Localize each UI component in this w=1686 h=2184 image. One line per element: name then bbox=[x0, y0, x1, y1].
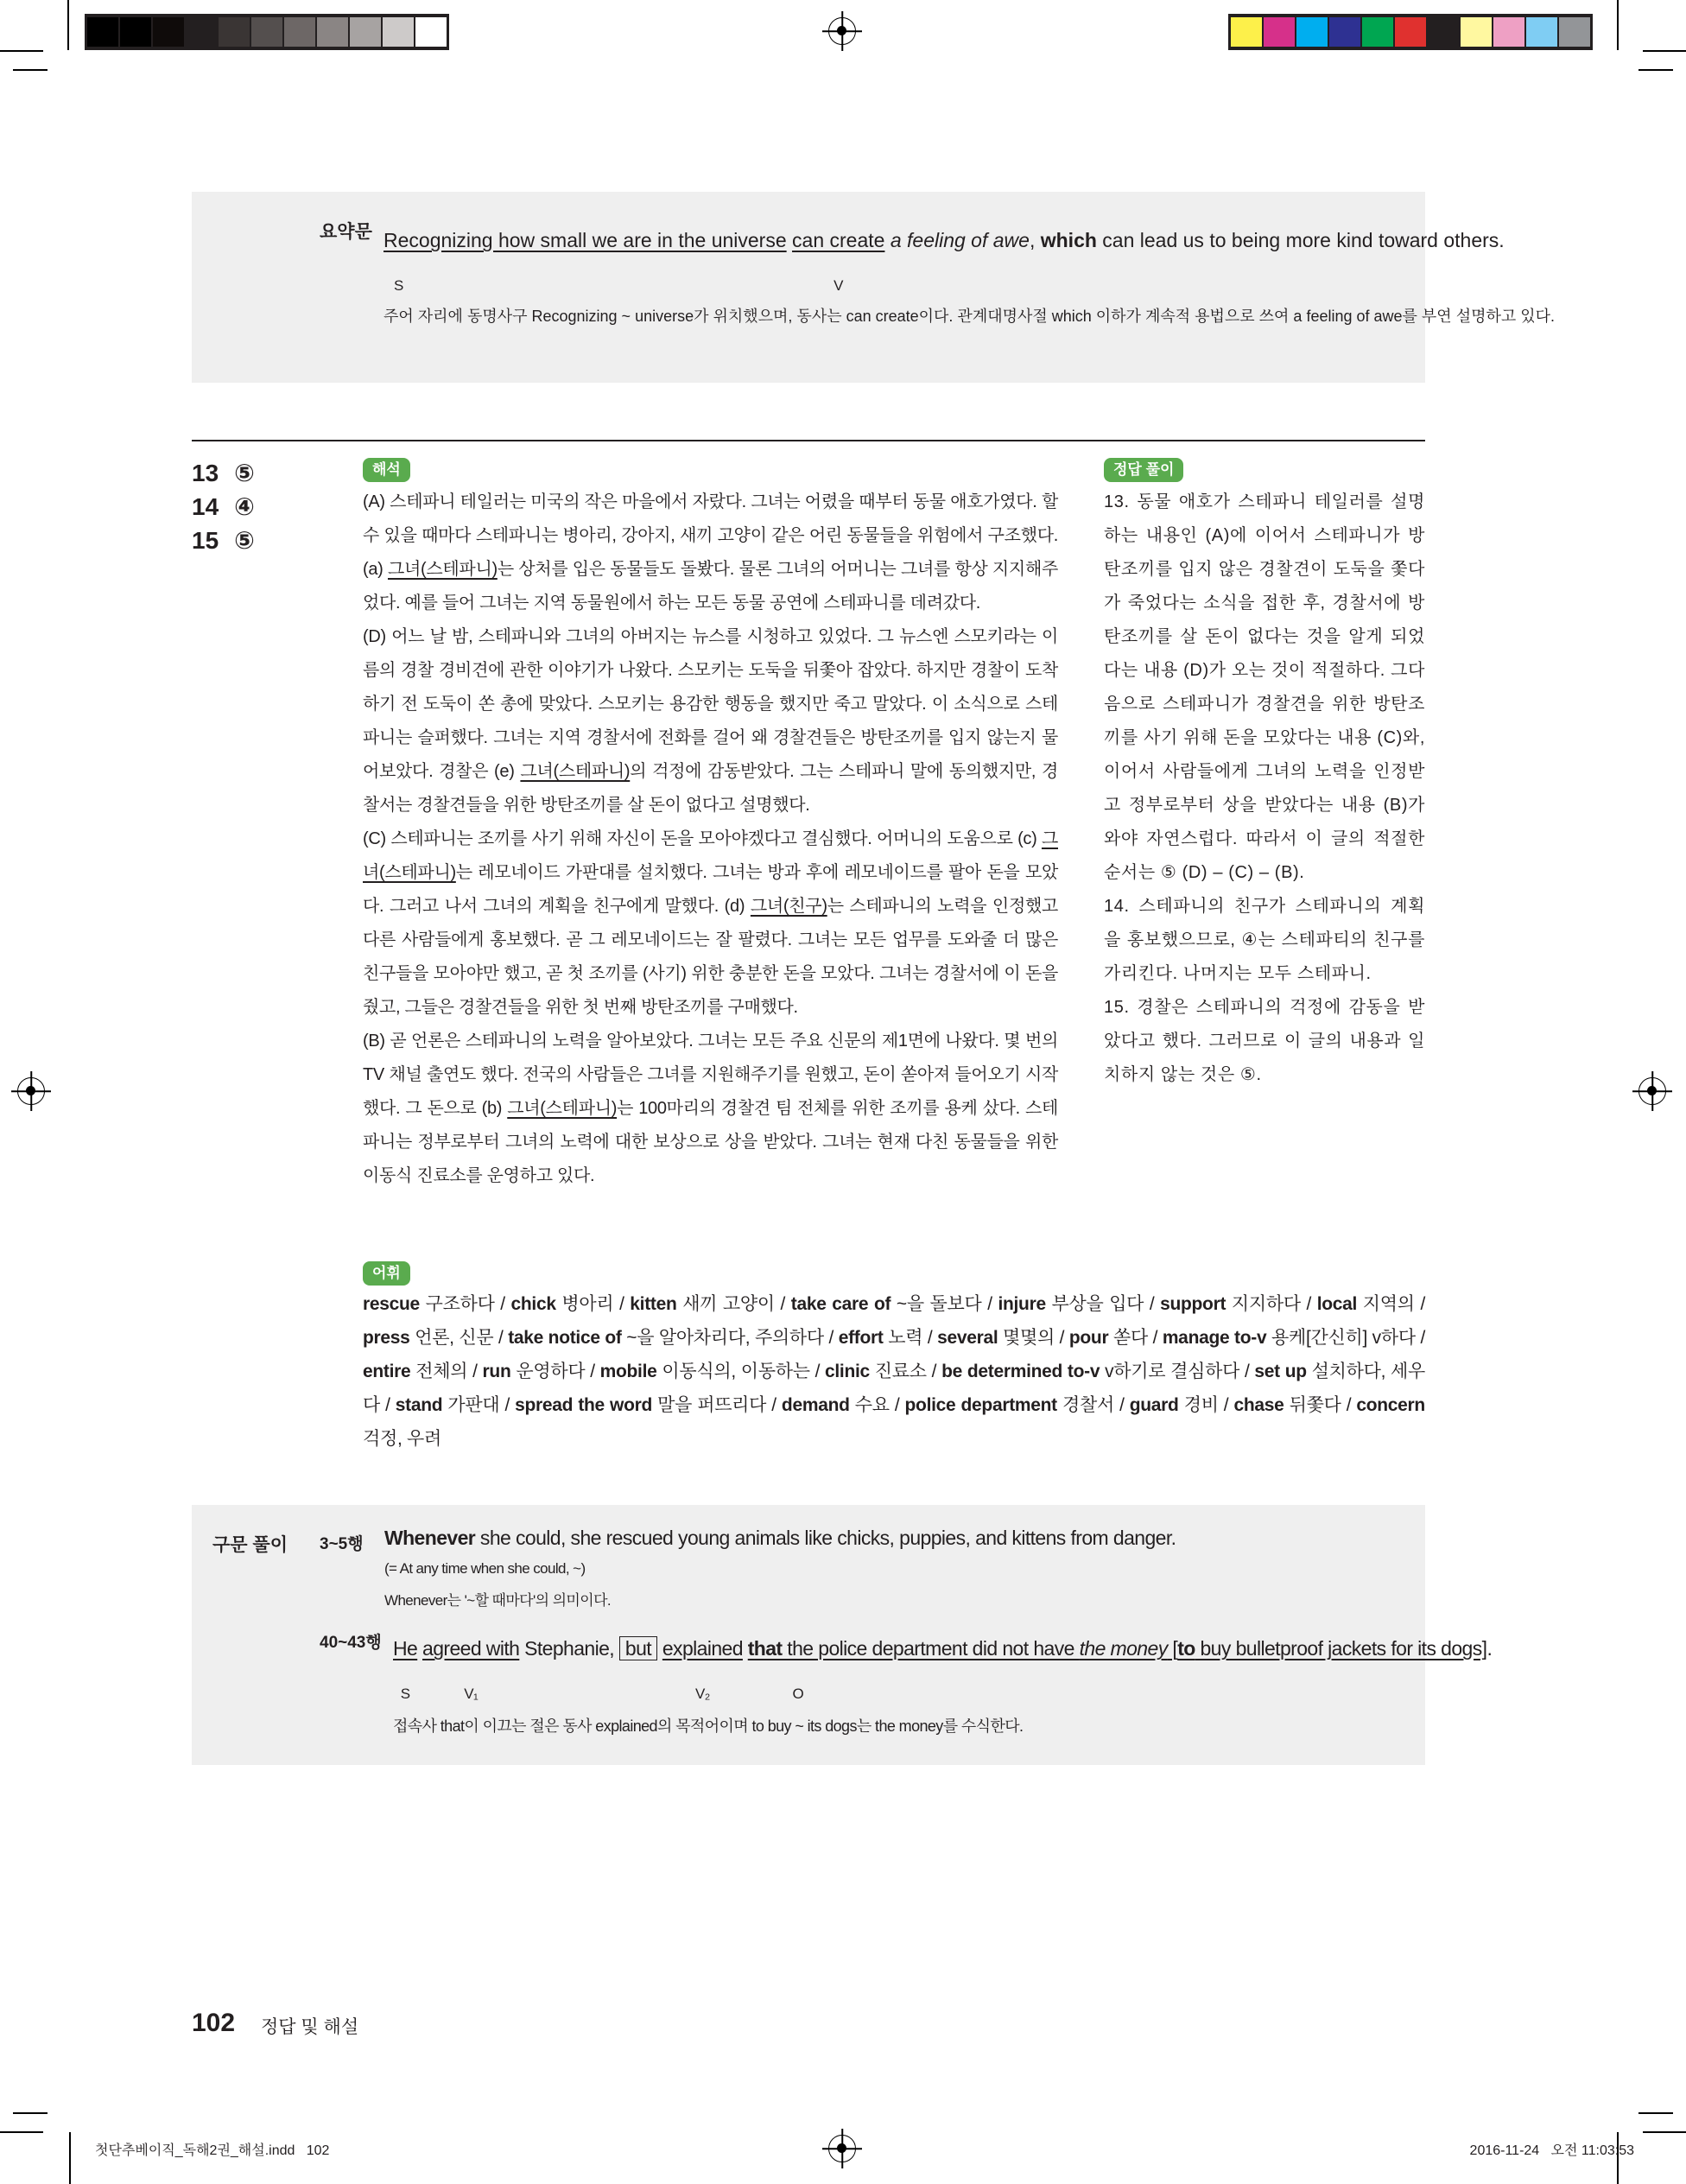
syntax-box bbox=[192, 1505, 1493, 1765]
segment-text: 그녀(스테파니) bbox=[387, 560, 498, 579]
vocab-entry bbox=[511, 1294, 614, 1314]
translation-paragraph bbox=[363, 822, 1058, 1025]
summary-box bbox=[192, 192, 1556, 383]
answer-row bbox=[192, 456, 255, 490]
registration-mark-icon bbox=[1638, 1077, 1666, 1105]
answer-key bbox=[192, 456, 255, 557]
translation-section bbox=[363, 458, 1058, 1193]
vocab-entry bbox=[1069, 1328, 1148, 1348]
text-segment bbox=[662, 1637, 743, 1702]
segment-text: a feeling of awe bbox=[884, 229, 1030, 251]
text-segment bbox=[384, 1527, 475, 1549]
text-segment bbox=[748, 1637, 783, 1660]
text-segment bbox=[475, 1527, 1176, 1549]
segment-text: 그녀(스테파니) bbox=[363, 829, 1058, 882]
vocab-meaning: 경비 bbox=[1183, 1395, 1219, 1415]
syntax-sentence bbox=[384, 1527, 1176, 1550]
segment-text: that bbox=[747, 1637, 783, 1660]
vocab-word: entire bbox=[363, 1362, 411, 1381]
text-segment bbox=[884, 229, 1030, 251]
question-number: 13 bbox=[192, 460, 219, 486]
question-number: 15 bbox=[192, 527, 219, 554]
color-swatch bbox=[1362, 17, 1393, 47]
slug-timestamp: 2016-11-24 오전 11:03:53 bbox=[1469, 2143, 1634, 2158]
text-segment bbox=[393, 1637, 418, 1702]
crop-mark bbox=[1643, 2131, 1686, 2133]
segment-text: (D) 어느 날 밤, 스테파니와 그녀의 아버지는 뉴스를 시청하고 있었다. 그 뉴스엔 스모키라는 이름의 경찰 경비견에 관한 이야기가 나왔다. 스모키는 도둑을 뒤쫓아 잡았다. 하지만 경찰이 도착하기 전 도둑이 쏜 총에 맞았다. 스모키는 용감한 행동을 했지만 죽고 말았다. 이 소식으로 스테파니는 슬퍼했다. 그녀는 지역 경찰서에 전화를 걸어 왜 경찰견들은 방탄조끼를 입지 않는지 물어보았다. 경찰은 (e) bbox=[363, 627, 1058, 781]
color-swatch bbox=[415, 17, 447, 47]
vocab-meaning: 뒤쫓다 bbox=[1289, 1395, 1341, 1415]
crop-mark bbox=[1638, 2112, 1673, 2114]
crop-mark bbox=[0, 2131, 43, 2133]
syntax-note: 접속사 that이 이끄는 절은 동사 explained의 목적어이며 to buy ~ its dogs는 the money를 수식한다. bbox=[393, 1717, 1024, 1735]
vocab-entry bbox=[937, 1328, 1055, 1348]
segment-text: Stephanie, bbox=[519, 1637, 619, 1660]
text-segment bbox=[422, 1637, 520, 1702]
vocab-entry bbox=[782, 1395, 890, 1415]
vocab-entry bbox=[515, 1395, 766, 1415]
text-segment bbox=[1177, 1637, 1195, 1660]
segment-text: . bbox=[1486, 1637, 1493, 1660]
text-segment bbox=[792, 229, 885, 294]
segment-text: can lead us to being more kind toward others. bbox=[1096, 229, 1505, 251]
explanation-label: 정답 풀이 bbox=[1104, 458, 1183, 482]
vocab-meaning: 경찰서 bbox=[1062, 1395, 1114, 1415]
vocab-meaning: 쏟다 bbox=[1112, 1328, 1148, 1348]
vocab-entry bbox=[998, 1294, 1144, 1314]
grammar-mark: S bbox=[394, 277, 404, 294]
vocab-entry bbox=[396, 1395, 500, 1415]
vocab-meaning: v하기로 결심하다 bbox=[1105, 1362, 1240, 1381]
color-swatch bbox=[1264, 17, 1295, 47]
process-color-bar bbox=[1228, 14, 1593, 50]
vocab-entry bbox=[905, 1395, 1114, 1415]
answer-choice: ⑤ bbox=[234, 460, 255, 486]
segment-text: which bbox=[1040, 229, 1097, 251]
vocab-meaning: 설치하다, 세우다 bbox=[363, 1362, 1425, 1415]
color-swatch bbox=[350, 17, 381, 47]
color-swatch bbox=[1559, 17, 1590, 47]
question-number: 14 bbox=[192, 493, 219, 520]
crop-mark bbox=[1638, 69, 1673, 71]
color-swatch bbox=[1428, 17, 1459, 47]
color-swatch bbox=[219, 17, 250, 47]
text-segment bbox=[1168, 1637, 1178, 1660]
vocab-entry bbox=[483, 1362, 586, 1381]
answer-row bbox=[192, 524, 255, 557]
segment-text: Whenever bbox=[384, 1527, 476, 1549]
segment-text: the police department did not have bbox=[782, 1637, 1080, 1660]
color-swatch bbox=[1296, 17, 1328, 47]
vocab-word: local bbox=[1316, 1294, 1358, 1314]
text-segment bbox=[1080, 1637, 1168, 1660]
segment-text: the money bbox=[1079, 1637, 1168, 1660]
segment-text: 는 레모네이드 가판대를 설치했다. 그녀는 방과 후에 레모네이드를 팔아 돈을 모았다. 그러고 나서 그녀의 계획을 친구에게 말했다. (d) bbox=[363, 863, 1058, 916]
syntax-line-ref: 40~43행 bbox=[320, 1634, 382, 1652]
vocabulary-section: 어휘 rescue 구조하다 / chick 병아리 / kitten 새끼 고양이 / take care of ~을 돌보다 / injure 부상을 입다 / support 지지하다 / local 지역의 / press 언론, 신문 / take notice of ~을 알아차리다, 주의하다 / effort 노력 / several 몇몇의 / pour 쏟다 / manage to-v 용케[간신히] v하다 / entire 전체의 / run 운영하다 / mobile 이동식의, 이동하는 / clinic 진료소 / be determined to-v v하기로 결심하다 / set up 설치하다, 세우다 / stand 가판대 / spread the word 말을 퍼뜨리다 / demand 수요 / police department 경찰서 / guard 경비 / chase 뒤쫓다 / concern 걱정, 우려 bbox=[363, 1261, 1425, 1456]
vocab-meaning: 노력 bbox=[888, 1328, 923, 1348]
syntax-note: Whenever는 '~할 때마다'의 의미이다. bbox=[384, 1592, 612, 1609]
vocab-meaning: 가판대 bbox=[447, 1395, 500, 1415]
translation-label: 해석 bbox=[363, 458, 410, 482]
segment-text: 는 상처를 입은 동물들도 돌봤다. 물론 그녀의 어머니는 그녀를 항상 지지해주었다. 예를 들어 그녀는 지역 동물원에서 하는 모든 동물 공연에 스테파니를 데려갔다. bbox=[363, 560, 1058, 613]
syntax-note: (= At any time when she could, ~) bbox=[384, 1560, 586, 1577]
vocab-entry bbox=[363, 1362, 467, 1381]
segment-text: , bbox=[1029, 229, 1041, 251]
segment-text: but bbox=[624, 1637, 652, 1660]
segment-text: agreed with bbox=[422, 1637, 520, 1660]
crop-mark bbox=[67, 0, 69, 50]
segment-text: explained bbox=[662, 1637, 743, 1660]
vocab-word: several bbox=[937, 1328, 998, 1348]
text-segment bbox=[519, 1637, 619, 1660]
section-divider bbox=[192, 440, 1425, 441]
vocab-meaning: 용케[간신히] v하다 bbox=[1271, 1328, 1416, 1348]
page-number: 102 bbox=[192, 2009, 236, 2037]
vocab-entry bbox=[363, 1328, 493, 1348]
vocab-meaning: 지지하다 bbox=[1231, 1294, 1301, 1314]
translation-paragraph bbox=[363, 620, 1058, 822]
vocab-entry bbox=[363, 1294, 495, 1314]
vocabulary-label: 어휘 bbox=[363, 1261, 410, 1286]
vocab-word: manage to-v bbox=[1162, 1328, 1267, 1348]
vocab-entry bbox=[1317, 1294, 1415, 1314]
syntax-line-ref: 3~5행 bbox=[320, 1535, 364, 1553]
vocab-meaning: 진료소 bbox=[874, 1362, 927, 1381]
segment-text: [ bbox=[1167, 1637, 1178, 1660]
color-swatch bbox=[186, 17, 217, 47]
grammar-mark: O bbox=[792, 1686, 804, 1702]
registration-mark-icon bbox=[828, 17, 856, 45]
explanation-item: 14. 스테파니의 친구가 스테파니의 계획을 홍보했으므로, ④는 스테파티의 친구를 가리킨다. 나머지는 모두 스테파니. bbox=[1104, 897, 1425, 983]
text-segment bbox=[619, 1636, 657, 1660]
answer-choice: ⑤ bbox=[234, 527, 255, 554]
vocab-word: kitten bbox=[630, 1294, 677, 1314]
crop-mark bbox=[13, 2112, 48, 2114]
vocab-meaning: ~을 알아차리다, 주의하다 bbox=[626, 1328, 824, 1348]
syntax-sentence bbox=[393, 1622, 1598, 1702]
text-segment bbox=[363, 627, 1058, 781]
vocab-meaning: 수요 bbox=[854, 1395, 890, 1415]
segment-text: buy bulletproof jackets for its dogs] bbox=[1195, 1637, 1487, 1660]
grammar-mark: V₂ bbox=[695, 1686, 710, 1702]
explanation-item: 13. 동물 애호가 스테파니 테일러를 설명하는 내용인 (A)에 이어서 스테파니가 방탄조끼를 입지 않은 경찰견이 도둑을 쫓다가 죽었다는 소식을 접한 후, 경찰서에 방탄조끼를 살 돈이 없다는 것을 알게 되었다는 내용 (D)가 오는 것이 적절하다. 그다음으로 스테파니가 경찰견을 위한 방탄조끼를 사기 위해 돈을 모았다는 내용 (C)와, 이어서 사람들에게 그녀의 노력을 인정받고 정부로부터 상을 받았다는 내용 (B)가 와야 자연스럽다. 따라서 이 글의 적절한 순서는 ⑤ (D) – (C) – (B). bbox=[1104, 492, 1425, 882]
vocab-word: effort bbox=[838, 1328, 884, 1348]
vocab-word: be determined to-v bbox=[941, 1362, 1100, 1381]
color-swatch bbox=[284, 17, 315, 47]
color-swatch bbox=[153, 17, 184, 47]
grammar-mark: V bbox=[833, 277, 844, 294]
answer-row bbox=[192, 490, 255, 524]
vocab-word: stand bbox=[395, 1395, 443, 1415]
explanation-section bbox=[1104, 458, 1425, 1092]
color-swatch bbox=[1329, 17, 1360, 47]
segment-text: 그녀(스테파니) bbox=[507, 1099, 618, 1118]
page-section-title: 정답 및 해설 bbox=[261, 2017, 359, 2037]
vocab-entry bbox=[839, 1328, 923, 1348]
vocab-entry bbox=[1130, 1395, 1219, 1415]
vocab-meaning: 몇몇의 bbox=[1003, 1328, 1055, 1348]
crop-mark bbox=[69, 2132, 71, 2184]
registration-mark-icon bbox=[17, 1077, 45, 1105]
vocab-meaning: 언론, 신문 bbox=[415, 1328, 494, 1348]
grammar-mark: S bbox=[400, 1686, 410, 1702]
translation-paragraph bbox=[363, 486, 1058, 620]
vocab-word: spread the word bbox=[515, 1395, 652, 1415]
color-swatch bbox=[87, 17, 118, 47]
explanation-item: 15. 경찰은 스테파니의 걱정에 감동을 받았다고 했다. 그러므로 이 글의 내용과 일치하지 않는 것은 ⑤. bbox=[1104, 998, 1425, 1084]
summary-note: 주어 자리에 동명사구 Recognizing ~ universe가 위치했으며, 동사는 can create이다. 관계대명사절 which 이하가 계속적 용법으로 쓰여 a feeling of awe를 부연 설명하고 있다. bbox=[383, 308, 1556, 325]
vocab-word: police department bbox=[904, 1395, 1057, 1415]
segment-text: 의 걱정에 감동받았다. 그는 스테파니 말에 동의했지만, 경찰서는 경찰견들을 위한 방탄조끼를 살 돈이 없다고 설명했다. bbox=[363, 762, 1058, 815]
segment-text: to bbox=[1177, 1637, 1195, 1660]
vocab-word: rescue bbox=[363, 1294, 420, 1314]
vocab-word: run bbox=[482, 1362, 511, 1381]
segment-text: He bbox=[393, 1637, 418, 1660]
vocab-word: chase bbox=[1233, 1395, 1284, 1415]
vocab-entry bbox=[941, 1362, 1239, 1381]
vocab-meaning: 병아리 bbox=[561, 1294, 614, 1314]
text-segment bbox=[1097, 229, 1505, 251]
vocab-entry bbox=[1160, 1294, 1301, 1314]
vocab-word: take notice of bbox=[508, 1328, 622, 1348]
color-swatch bbox=[1526, 17, 1557, 47]
vocab-meaning: 지역의 bbox=[1362, 1294, 1415, 1314]
summary-sentence bbox=[383, 214, 1597, 294]
vocab-meaning: 부상을 입다 bbox=[1051, 1294, 1144, 1314]
vocab-meaning: 걱정, 우려 bbox=[363, 1429, 442, 1449]
grammar-mark: V₁ bbox=[464, 1686, 479, 1702]
segment-text: (A) 스테파니 테일러는 미국의 작은 마을에서 자랐다. 그녀는 어렸을 때부터 동물 애호가였다. 할 수 있을 때마다 스테파니는 병아리, 강아지, 새끼 고양이 같은 어린 동물들을 위험에서 구조했다. (a) bbox=[363, 492, 1058, 579]
text-segment bbox=[520, 762, 630, 781]
vocab-word: press bbox=[363, 1328, 410, 1348]
crop-mark bbox=[1617, 0, 1619, 50]
crop-mark bbox=[0, 50, 43, 52]
text-segment bbox=[1195, 1637, 1487, 1660]
crop-mark bbox=[1643, 50, 1686, 52]
color-swatch bbox=[383, 17, 414, 47]
text-segment bbox=[1030, 229, 1041, 251]
color-swatch bbox=[317, 17, 348, 47]
text-segment bbox=[383, 229, 787, 294]
vocab-word: clinic bbox=[825, 1362, 870, 1381]
segment-text: (B) 곧 언론은 스테파니의 노력을 알아보았다. 그녀는 모든 주요 신문의 제1면에 나왔다. 몇 번의 TV 채널 출연도 했다. 전국의 사람들은 그녀를 지원해주기를 원했고, 돈이 쏟아져 들어오기 시작했다. 그 돈으로 (b) bbox=[363, 1032, 1058, 1118]
text-segment bbox=[751, 897, 827, 916]
vocab-entry bbox=[1233, 1395, 1341, 1415]
vocab-meaning: 이동식의, 이동하는 bbox=[662, 1362, 810, 1381]
vocab-word: chick bbox=[510, 1294, 556, 1314]
vocab-word: concern bbox=[1356, 1395, 1425, 1415]
vocab-word: demand bbox=[781, 1395, 850, 1415]
vocab-meaning: ~을 돌보다 bbox=[896, 1294, 982, 1314]
vocab-word: mobile bbox=[599, 1362, 657, 1381]
crop-mark bbox=[13, 69, 48, 71]
vocab-entry bbox=[600, 1362, 810, 1381]
vocab-word: injure bbox=[998, 1294, 1046, 1314]
vocab-meaning: 전체의 bbox=[415, 1362, 468, 1381]
vocab-entry bbox=[630, 1294, 775, 1314]
vocab-word: set up bbox=[1254, 1362, 1307, 1381]
segment-text: Recognizing how small we are in the universe bbox=[383, 229, 787, 251]
segment-text: 그녀(스테파니) bbox=[520, 762, 631, 781]
text-segment bbox=[388, 560, 498, 579]
segment-text: she could, she rescued young animals like chicks, puppies, and kittens from danger. bbox=[475, 1527, 1176, 1549]
answer-choice: ④ bbox=[234, 493, 255, 520]
segment-text: can create bbox=[792, 229, 885, 251]
syntax-label: 구문 풀이 bbox=[212, 1535, 288, 1555]
color-swatch bbox=[251, 17, 282, 47]
vocab-entry bbox=[1163, 1328, 1416, 1348]
segment-text: (C) 스테파니는 조끼를 사기 위해 자신이 돈을 모아야겠다고 결심했다. 어머니의 도움으로 (c) bbox=[363, 829, 1042, 848]
text-segment bbox=[782, 1637, 1080, 1702]
color-swatch bbox=[1461, 17, 1492, 47]
text-segment bbox=[1486, 1637, 1492, 1660]
color-swatch bbox=[1395, 17, 1426, 47]
segment-text: 는 스테파니의 노력을 인정했고 다른 사람들에게 홍보했다. 곧 그 레모네이드는 잘 팔렸다. 그녀는 모든 업무를 도와줄 더 많은 친구들을 모아야만 했고, 곧 첫 조끼를 (사기) 위한 충분한 돈을 모았다. 그녀는 경찰서에 이 돈을 줬고, 그들은 경찰견들을 위한 첫 번째 방탄조끼를 구매했다. bbox=[363, 897, 1059, 1017]
text-segment bbox=[507, 1099, 617, 1118]
segment-text: 는 100마리의 경찰견 팀 전체를 위한 조끼를 용케 샀다. 스테파니는 정부로부터 그녀의 노력에 대한 보상으로 상을 받았다. 그녀는 현재 다친 동물들을 위한 이동식 진료소를 운영하고 있다. bbox=[363, 1099, 1058, 1185]
vocab-entry bbox=[825, 1362, 927, 1381]
slug-filename: 첫단추베이직_독해2권_해설.indd 102 bbox=[95, 2143, 330, 2158]
grayscale-color-bar bbox=[85, 14, 449, 50]
vocab-entry bbox=[508, 1328, 824, 1348]
color-swatch bbox=[120, 17, 151, 47]
vocab-entry bbox=[791, 1294, 982, 1314]
color-swatch bbox=[1493, 17, 1524, 47]
vocab-meaning: 구조하다 bbox=[425, 1294, 495, 1314]
vocab-meaning: 운영하다 bbox=[516, 1362, 586, 1381]
summary-label: 요약문 bbox=[320, 222, 372, 242]
text-segment bbox=[363, 829, 1042, 848]
vocab-meaning: 새끼 고양이 bbox=[682, 1294, 775, 1314]
translation-paragraph bbox=[363, 1025, 1058, 1193]
segment-text: 그녀(친구) bbox=[750, 897, 827, 916]
vocab-word: guard bbox=[1129, 1395, 1179, 1415]
vocab-word: support bbox=[1160, 1294, 1226, 1314]
vocab-meaning: 말을 퍼뜨리다 bbox=[657, 1395, 767, 1415]
color-swatch bbox=[1231, 17, 1262, 47]
registration-mark-icon bbox=[828, 2135, 856, 2162]
vocab-word: pour bbox=[1068, 1328, 1109, 1348]
text-segment bbox=[1041, 229, 1097, 251]
vocab-word: take care of bbox=[790, 1294, 891, 1314]
